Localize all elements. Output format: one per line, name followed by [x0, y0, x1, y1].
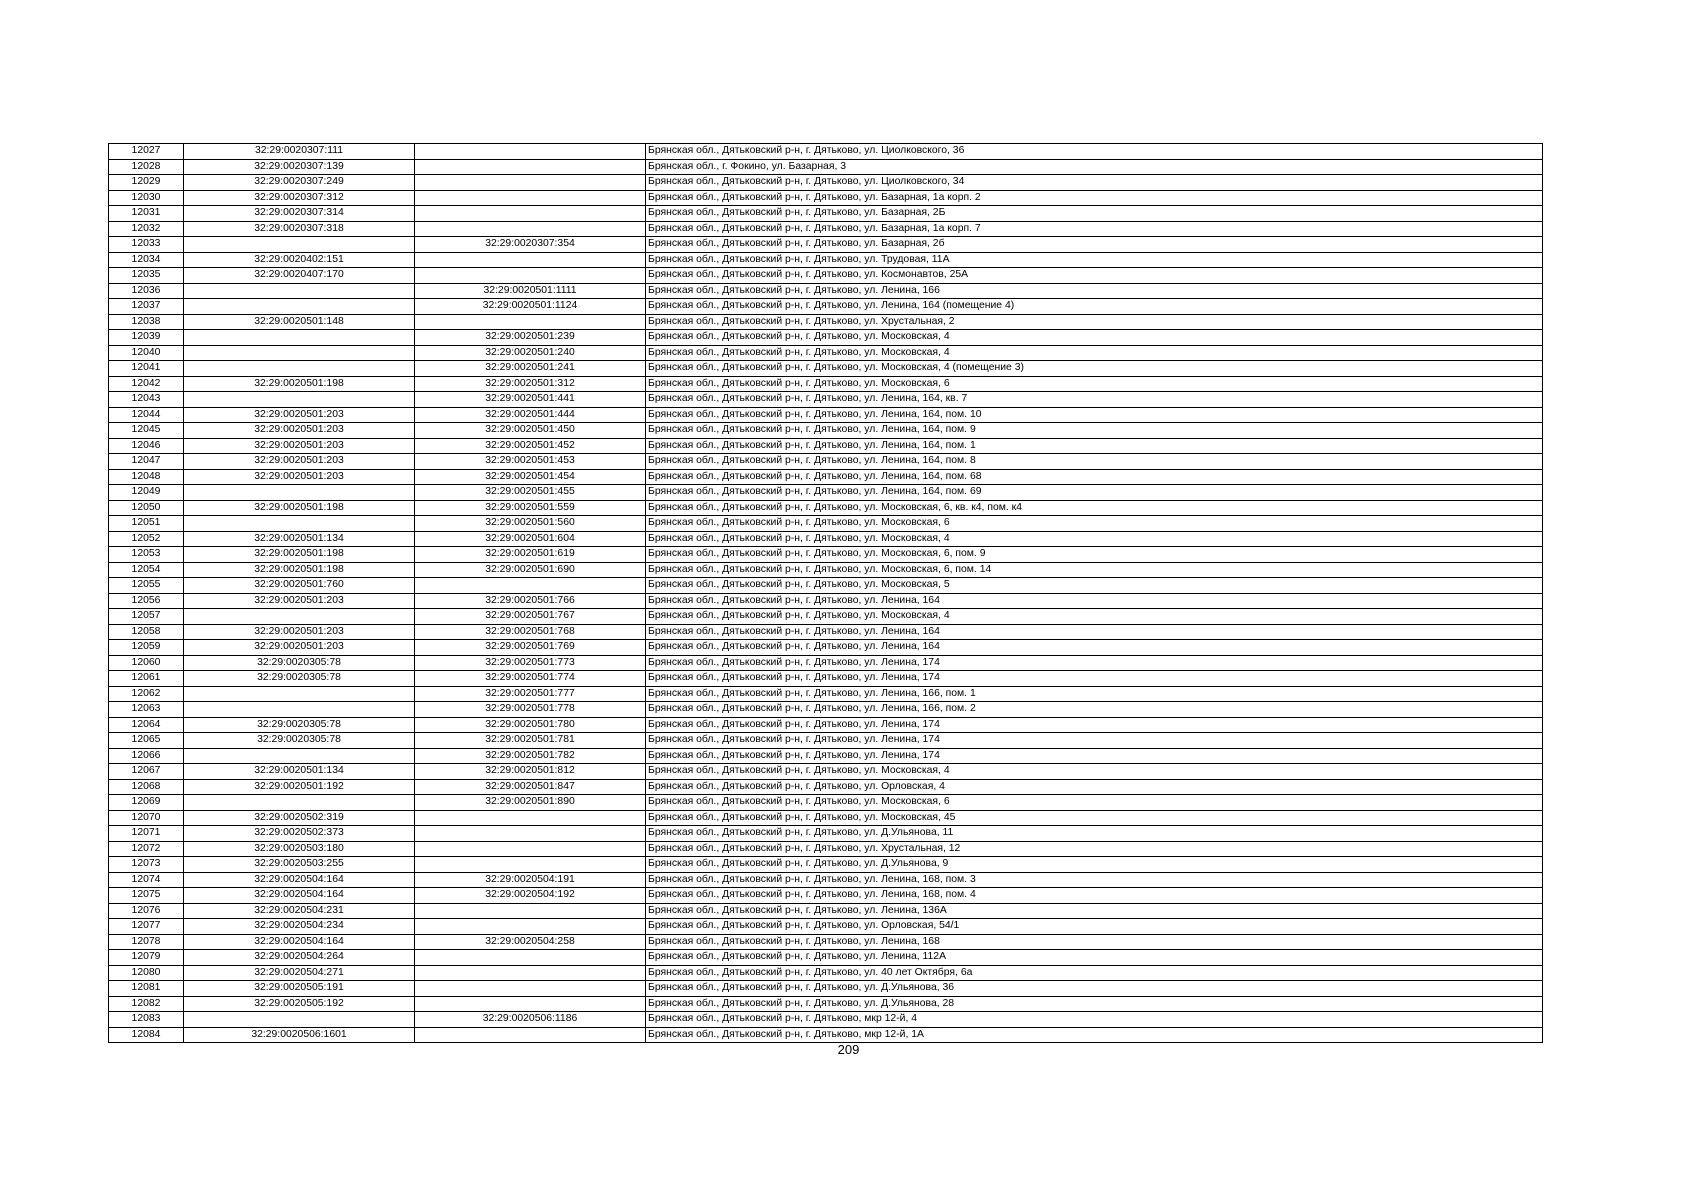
row-number-cell: 12058: [109, 624, 184, 640]
premises-cadastral-number-cell: 32:29:0020501:773: [415, 655, 646, 671]
row-number-cell: 12071: [109, 826, 184, 842]
table-row: [109, 330, 1543, 346]
cadastral-number-cell: 32:29:0020506:1601: [184, 1027, 415, 1043]
table-row: [109, 934, 1543, 950]
cadastral-number-cell: 32:29:0020501:203: [184, 469, 415, 485]
premises-cadastral-number-cell: 32:29:0020501:453: [415, 454, 646, 470]
premises-cadastral-number-cell: [415, 981, 646, 997]
address-cell: Брянская обл., Дятьковский р-н, г. Дятьково, ул. Базарная, 2б: [646, 237, 1543, 253]
address-cell: Брянская обл., Дятьковский р-н, г. Дятьково, ул. Ленина, 166, пом. 2: [646, 702, 1543, 718]
premises-cadastral-number-cell: 32:29:0020501:767: [415, 609, 646, 625]
premises-cadastral-number-cell: 32:29:0020501:560: [415, 516, 646, 532]
address-cell: Брянская обл., Дятьковский р-н, г. Дятьково, ул. Ленина, 164 (помещение 4): [646, 299, 1543, 315]
address-cell: Брянская обл., Дятьковский р-н, г. Дятьково, ул. Ленина, 164, пом. 1: [646, 438, 1543, 454]
cadastral-number-cell: 32:29:0020307:139: [184, 159, 415, 175]
table-row: [109, 593, 1543, 609]
row-number-cell: 12069: [109, 795, 184, 811]
premises-cadastral-number-cell: [415, 175, 646, 191]
page-number: 209: [837, 1042, 860, 1057]
table-row: [109, 779, 1543, 795]
row-number-cell: 12074: [109, 872, 184, 888]
premises-cadastral-number-cell: 32:29:0020501:450: [415, 423, 646, 439]
address-cell: Брянская обл., Дятьковский р-н, г. Дятьково, ул. Ленина, 166: [646, 283, 1543, 299]
address-cell: Брянская обл., Дятьковский р-н, г. Дятьково, ул. Трудовая, 11А: [646, 252, 1543, 268]
row-number-cell: 12064: [109, 717, 184, 733]
cadastral-number-cell: 32:29:0020504:271: [184, 965, 415, 981]
cadastral-number-cell: [184, 299, 415, 315]
table-row: [109, 144, 1543, 160]
cadastral-number-cell: 32:29:0020504:264: [184, 950, 415, 966]
address-cell: Брянская обл., Дятьковский р-н, г. Дятьково, ул. Московская, 6: [646, 795, 1543, 811]
premises-cadastral-number-cell: 32:29:0020501:452: [415, 438, 646, 454]
address-cell: Брянская обл., Дятьковский р-н, г. Дятьково, ул. Хрустальная, 12: [646, 841, 1543, 857]
address-cell: Брянская обл., Дятьковский р-н, г. Дятьково, ул. Ленина, 168, пом. 3: [646, 872, 1543, 888]
table-row: [109, 454, 1543, 470]
row-number-cell: 12056: [109, 593, 184, 609]
table-row: [109, 237, 1543, 253]
cadastral-number-cell: 32:29:0020501:203: [184, 423, 415, 439]
cadastral-number-cell: [184, 237, 415, 253]
address-cell: Брянская обл., Дятьковский р-н, г. Дятьково, ул. Ленина, 168: [646, 934, 1543, 950]
row-number-cell: 12072: [109, 841, 184, 857]
address-cell: Брянская обл., Дятьковский р-н, г. Дятьково, ул. Ленина, 112А: [646, 950, 1543, 966]
address-cell: Брянская обл., Дятьковский р-н, г. Дятьково, ул. Ленина, 164, пом. 8: [646, 454, 1543, 470]
row-number-cell: 12044: [109, 407, 184, 423]
premises-cadastral-number-cell: [415, 826, 646, 842]
row-number-cell: 12042: [109, 376, 184, 392]
cadastral-number-cell: 32:29:0020501:203: [184, 407, 415, 423]
address-cell: Брянская обл., Дятьковский р-н, г. Дятьково, ул. Циолковского, 34: [646, 175, 1543, 191]
cadastral-number-cell: 32:29:0020501:198: [184, 562, 415, 578]
cadastral-number-cell: 32:29:0020402:151: [184, 252, 415, 268]
premises-cadastral-number-cell: 32:29:0020501:781: [415, 733, 646, 749]
address-cell: Брянская обл., Дятьковский р-н, г. Дятьково, ул. Ленина, 164, пом. 10: [646, 407, 1543, 423]
address-cell: Брянская обл., Дятьковский р-н, г. Дятьково, ул. Московская, 5: [646, 578, 1543, 594]
table-row: [109, 686, 1543, 702]
table-row: [109, 1027, 1543, 1043]
row-number-cell: 12049: [109, 485, 184, 501]
premises-cadastral-number-cell: 32:29:0020501:812: [415, 764, 646, 780]
address-cell: Брянская обл., Дятьковский р-н, г. Дятьково, ул. Ленина, 164: [646, 640, 1543, 656]
premises-cadastral-number-cell: 32:29:0020501:1111: [415, 283, 646, 299]
address-cell: Брянская обл., Дятьковский р-н, г. Дятьково, ул. Ленина, 164, кв. 7: [646, 392, 1543, 408]
premises-cadastral-number-cell: [415, 857, 646, 873]
address-cell: Брянская обл., Дятьковский р-н, г. Дятьково, ул. Московская, 4: [646, 531, 1543, 547]
address-cell: Брянская обл., Дятьковский р-н, г. Дятьково, ул. Московская, 6: [646, 516, 1543, 532]
table-row: [109, 175, 1543, 191]
table-row: [109, 531, 1543, 547]
address-cell: Брянская обл., Дятьковский р-н, г. Дятьково, ул. Московская, 4: [646, 764, 1543, 780]
address-cell: Брянская обл., Дятьковский р-н, г. Дятьково, ул. Московская, 4: [646, 345, 1543, 361]
table-row: [109, 407, 1543, 423]
cadastral-number-cell: [184, 516, 415, 532]
premises-cadastral-number-cell: 32:29:0020307:354: [415, 237, 646, 253]
premises-cadastral-number-cell: 32:29:0020501:241: [415, 361, 646, 377]
address-cell: Брянская обл., Дятьковский р-н, г. Дятьково, ул. Московская, 45: [646, 810, 1543, 826]
registry-body: [109, 144, 1543, 1043]
address-cell: Брянская обл., Дятьковский р-н, г. Дятьково, ул. Ленина, 166, пом. 1: [646, 686, 1543, 702]
row-number-cell: 12046: [109, 438, 184, 454]
row-number-cell: 12063: [109, 702, 184, 718]
row-number-cell: 12082: [109, 996, 184, 1012]
table-row: [109, 469, 1543, 485]
row-number-cell: 12061: [109, 671, 184, 687]
premises-cadastral-number-cell: 32:29:0020501:604: [415, 531, 646, 547]
address-cell: Брянская обл., Дятьковский р-н, г. Дятьково, ул. Д.Ульянова, 11: [646, 826, 1543, 842]
address-cell: Брянская обл., Дятьковский р-н, г. Дятьково, ул. Ленина, 174: [646, 733, 1543, 749]
address-cell: Брянская обл., Дятьковский р-н, г. Дятьково, ул. Д.Ульянова, 36: [646, 981, 1543, 997]
premises-cadastral-number-cell: [415, 578, 646, 594]
premises-cadastral-number-cell: 32:29:0020501:619: [415, 547, 646, 563]
row-number-cell: 12079: [109, 950, 184, 966]
row-number-cell: 12033: [109, 237, 184, 253]
premises-cadastral-number-cell: 32:29:0020501:312: [415, 376, 646, 392]
cadastral-number-cell: 32:29:0020501:134: [184, 764, 415, 780]
table-row: [109, 268, 1543, 284]
cadastral-number-cell: 32:29:0020501:198: [184, 500, 415, 516]
row-number-cell: 12077: [109, 919, 184, 935]
table-row: [109, 795, 1543, 811]
table-row: [109, 903, 1543, 919]
table-row: [109, 609, 1543, 625]
address-cell: Брянская обл., Дятьковский р-н, г. Дятьково, ул. Московская, 4 (помещение 3): [646, 361, 1543, 377]
premises-cadastral-number-cell: 32:29:0020501:774: [415, 671, 646, 687]
cadastral-number-cell: [184, 330, 415, 346]
row-number-cell: 12059: [109, 640, 184, 656]
row-number-cell: 12051: [109, 516, 184, 532]
row-number-cell: 12057: [109, 609, 184, 625]
table-row: [109, 159, 1543, 175]
row-number-cell: 12047: [109, 454, 184, 470]
premises-cadastral-number-cell: [415, 950, 646, 966]
table-row: [109, 671, 1543, 687]
table-row: [109, 314, 1543, 330]
cadastral-number-cell: [184, 748, 415, 764]
row-number-cell: 12083: [109, 1012, 184, 1028]
premises-cadastral-number-cell: 32:29:0020501:778: [415, 702, 646, 718]
table-row: [109, 748, 1543, 764]
table-row: [109, 857, 1543, 873]
premises-cadastral-number-cell: [415, 919, 646, 935]
cadastral-number-cell: [184, 485, 415, 501]
premises-cadastral-number-cell: 32:29:0020501:454: [415, 469, 646, 485]
table-row: [109, 872, 1543, 888]
address-cell: Брянская обл., Дятьковский р-н, г. Дятьково, ул. Московская, 6: [646, 376, 1543, 392]
premises-cadastral-number-cell: [415, 221, 646, 237]
cadastral-number-cell: [184, 345, 415, 361]
table-row: [109, 392, 1543, 408]
table-row: [109, 702, 1543, 718]
address-cell: Брянская обл., Дятьковский р-н, г. Дятьково, ул. Ленина, 164: [646, 593, 1543, 609]
address-cell: Брянская обл., Дятьковский р-н, г. Дятьково, ул. Хрустальная, 2: [646, 314, 1543, 330]
table-row: [109, 841, 1543, 857]
table-row: [109, 888, 1543, 904]
premises-cadastral-number-cell: [415, 159, 646, 175]
row-number-cell: 12075: [109, 888, 184, 904]
table-row: [109, 562, 1543, 578]
premises-cadastral-number-cell: [415, 190, 646, 206]
cadastral-number-cell: 32:29:0020501:203: [184, 624, 415, 640]
premises-cadastral-number-cell: [415, 965, 646, 981]
row-number-cell: 12076: [109, 903, 184, 919]
cadastral-number-cell: [184, 702, 415, 718]
premises-cadastral-number-cell: 32:29:0020501:559: [415, 500, 646, 516]
row-number-cell: 12039: [109, 330, 184, 346]
premises-cadastral-number-cell: 32:29:0020501:441: [415, 392, 646, 408]
table-row: [109, 283, 1543, 299]
premises-cadastral-number-cell: [415, 252, 646, 268]
address-cell: Брянская обл., Дятьковский р-н, г. Дятьково, ул. Ленина, 168, пом. 4: [646, 888, 1543, 904]
row-number-cell: 12045: [109, 423, 184, 439]
premises-cadastral-number-cell: 32:29:0020501:782: [415, 748, 646, 764]
address-cell: Брянская обл., Дятьковский р-н, г. Дятьково, ул. Московская, 6, пом. 14: [646, 562, 1543, 578]
row-number-cell: 12073: [109, 857, 184, 873]
cadastral-number-cell: 32:29:0020505:191: [184, 981, 415, 997]
row-number-cell: 12067: [109, 764, 184, 780]
cadastral-number-cell: 32:29:0020504:164: [184, 872, 415, 888]
table-row: [109, 810, 1543, 826]
premises-cadastral-number-cell: 32:29:0020501:780: [415, 717, 646, 733]
address-cell: Брянская обл., Дятьковский р-н, г. Дятьково, ул. Базарная, 1а корп. 2: [646, 190, 1543, 206]
row-number-cell: 12030: [109, 190, 184, 206]
row-number-cell: 12028: [109, 159, 184, 175]
address-cell: Брянская обл., Дятьковский р-н, г. Дятьково, ул. Космонавтов, 25А: [646, 268, 1543, 284]
table-row: [109, 981, 1543, 997]
cadastral-number-cell: 32:29:0020305:78: [184, 733, 415, 749]
cadastral-number-cell: 32:29:0020307:314: [184, 206, 415, 222]
row-number-cell: 12068: [109, 779, 184, 795]
cadastral-number-cell: [184, 361, 415, 377]
cadastral-number-cell: 32:29:0020305:78: [184, 655, 415, 671]
row-number-cell: 12048: [109, 469, 184, 485]
table-row: [109, 578, 1543, 594]
row-number-cell: 12040: [109, 345, 184, 361]
table-row: [109, 438, 1543, 454]
address-cell: Брянская обл., Дятьковский р-н, г. Дятьково, ул. Ленина, 164: [646, 624, 1543, 640]
address-cell: Брянская обл., г. Фокино, ул. Базарная, 3: [646, 159, 1543, 175]
cadastral-number-cell: 32:29:0020307:318: [184, 221, 415, 237]
premises-cadastral-number-cell: [415, 1027, 646, 1043]
address-cell: Брянская обл., Дятьковский р-н, г. Дятьково, ул. Циолковского, 36: [646, 144, 1543, 160]
table-row: [109, 950, 1543, 966]
table-row: [109, 500, 1543, 516]
row-number-cell: 12066: [109, 748, 184, 764]
address-cell: Брянская обл., Дятьковский р-н, г. Дятьково, ул. Ленина, 164, пом. 9: [646, 423, 1543, 439]
cadastral-number-cell: 32:29:0020407:170: [184, 268, 415, 284]
address-cell: Брянская обл., Дятьковский р-н, г. Дятьково, мкр 12-й, 4: [646, 1012, 1543, 1028]
row-number-cell: 12054: [109, 562, 184, 578]
premises-cadastral-number-cell: [415, 841, 646, 857]
cadastral-number-cell: 32:29:0020501:192: [184, 779, 415, 795]
cadastral-number-cell: 32:29:0020307:249: [184, 175, 415, 191]
cadastral-number-cell: 32:29:0020501:198: [184, 547, 415, 563]
row-number-cell: 12065: [109, 733, 184, 749]
cadastral-number-cell: 32:29:0020505:192: [184, 996, 415, 1012]
table-row: [109, 190, 1543, 206]
table-row: [109, 221, 1543, 237]
premises-cadastral-number-cell: 32:29:0020501:769: [415, 640, 646, 656]
row-number-cell: 12029: [109, 175, 184, 191]
table-row: [109, 516, 1543, 532]
address-cell: Брянская обл., Дятьковский р-н, г. Дятьково, ул. Д.Ульянова, 9: [646, 857, 1543, 873]
row-number-cell: 12081: [109, 981, 184, 997]
cadastral-number-cell: 32:29:0020502:319: [184, 810, 415, 826]
cadastral-number-cell: 32:29:0020501:134: [184, 531, 415, 547]
address-cell: Брянская обл., Дятьковский р-н, г. Дятьково, ул. Ленина, 174: [646, 748, 1543, 764]
row-number-cell: 12055: [109, 578, 184, 594]
row-number-cell: 12035: [109, 268, 184, 284]
premises-cadastral-number-cell: [415, 144, 646, 160]
cadastral-number-cell: [184, 1012, 415, 1028]
address-cell: Брянская обл., Дятьковский р-н, г. Дятьково, ул. Московская, 4: [646, 609, 1543, 625]
table-row: [109, 423, 1543, 439]
cadastral-number-cell: 32:29:0020502:373: [184, 826, 415, 842]
cadastral-number-cell: 32:29:0020501:203: [184, 454, 415, 470]
premises-cadastral-number-cell: [415, 314, 646, 330]
address-cell: Брянская обл., Дятьковский р-н, г. Дятьково, ул. Ленина, 136А: [646, 903, 1543, 919]
table-row: [109, 965, 1543, 981]
row-number-cell: 12060: [109, 655, 184, 671]
premises-cadastral-number-cell: 32:29:0020501:455: [415, 485, 646, 501]
cadastral-number-cell: 32:29:0020501:203: [184, 640, 415, 656]
premises-cadastral-number-cell: 32:29:0020501:690: [415, 562, 646, 578]
registry-table: [108, 143, 1543, 1043]
row-number-cell: 12050: [109, 500, 184, 516]
address-cell: Брянская обл., Дятьковский р-н, г. Дятьково, ул. Московская, 6, пом. 9: [646, 547, 1543, 563]
row-number-cell: 12053: [109, 547, 184, 563]
address-cell: Брянская обл., Дятьковский р-н, г. Дятьково, ул. Базарная, 2Б: [646, 206, 1543, 222]
table-row: [109, 764, 1543, 780]
address-cell: Брянская обл., Дятьковский р-н, г. Дятьково, ул. Московская, 6, кв. к4, пом. к4: [646, 500, 1543, 516]
premises-cadastral-number-cell: [415, 903, 646, 919]
address-cell: Брянская обл., Дятьковский р-н, г. Дятьково, ул. Орловская, 4: [646, 779, 1543, 795]
table-row: [109, 655, 1543, 671]
cadastral-number-cell: 32:29:0020305:78: [184, 717, 415, 733]
row-number-cell: 12038: [109, 314, 184, 330]
cadastral-number-cell: 32:29:0020305:78: [184, 671, 415, 687]
cadastral-number-cell: [184, 392, 415, 408]
row-number-cell: 12032: [109, 221, 184, 237]
row-number-cell: 12062: [109, 686, 184, 702]
cadastral-number-cell: 32:29:0020307:312: [184, 190, 415, 206]
table-row: [109, 361, 1543, 377]
row-number-cell: 12037: [109, 299, 184, 315]
cadastral-number-cell: [184, 609, 415, 625]
address-cell: Брянская обл., Дятьковский р-н, г. Дятьково, ул. Ленина, 174: [646, 671, 1543, 687]
table-row: [109, 717, 1543, 733]
cadastral-number-cell: 32:29:0020503:180: [184, 841, 415, 857]
premises-cadastral-number-cell: [415, 996, 646, 1012]
cadastral-number-cell: 32:29:0020503:255: [184, 857, 415, 873]
cadastral-number-cell: 32:29:0020504:231: [184, 903, 415, 919]
table-row: [109, 624, 1543, 640]
cadastral-number-cell: 32:29:0020501:203: [184, 438, 415, 454]
premises-cadastral-number-cell: [415, 268, 646, 284]
row-number-cell: 12052: [109, 531, 184, 547]
cadastral-number-cell: 32:29:0020307:111: [184, 144, 415, 160]
cadastral-number-cell: 32:29:0020504:164: [184, 888, 415, 904]
address-cell: Брянская обл., Дятьковский р-н, г. Дятьково, ул. Ленина, 174: [646, 717, 1543, 733]
address-cell: Брянская обл., Дятьковский р-н, г. Дятьково, ул. Ленина, 164, пом. 68: [646, 469, 1543, 485]
address-cell: Брянская обл., Дятьковский р-н, г. Дятьково, ул. Базарная, 1а корп. 7: [646, 221, 1543, 237]
premises-cadastral-number-cell: 32:29:0020501:890: [415, 795, 646, 811]
premises-cadastral-number-cell: 32:29:0020501:766: [415, 593, 646, 609]
premises-cadastral-number-cell: 32:29:0020506:1186: [415, 1012, 646, 1028]
address-cell: Брянская обл., Дятьковский р-н, г. Дятьково, ул. Ленина, 164, пом. 69: [646, 485, 1543, 501]
address-cell: Брянская обл., Дятьковский р-н, г. Дятьково, ул. 40 лет Октября, 6а: [646, 965, 1543, 981]
table-row: [109, 206, 1543, 222]
table-row: [109, 640, 1543, 656]
premises-cadastral-number-cell: 32:29:0020504:258: [415, 934, 646, 950]
row-number-cell: 12034: [109, 252, 184, 268]
premises-cadastral-number-cell: 32:29:0020501:240: [415, 345, 646, 361]
premises-cadastral-number-cell: 32:29:0020501:239: [415, 330, 646, 346]
address-cell: Брянская обл., Дятьковский р-н, г. Дятьково, мкр 12-й, 1А: [646, 1027, 1543, 1043]
row-number-cell: 12036: [109, 283, 184, 299]
premises-cadastral-number-cell: [415, 810, 646, 826]
row-number-cell: 12084: [109, 1027, 184, 1043]
row-number-cell: 12027: [109, 144, 184, 160]
cadastral-number-cell: 32:29:0020504:164: [184, 934, 415, 950]
cadastral-number-cell: 32:29:0020504:234: [184, 919, 415, 935]
row-number-cell: 12031: [109, 206, 184, 222]
premises-cadastral-number-cell: 32:29:0020501:847: [415, 779, 646, 795]
cadastral-number-cell: 32:29:0020501:198: [184, 376, 415, 392]
table-row: [109, 826, 1543, 842]
table-row: [109, 996, 1543, 1012]
table-row: [109, 547, 1543, 563]
table-row: [109, 252, 1543, 268]
cadastral-number-cell: [184, 795, 415, 811]
premises-cadastral-number-cell: 32:29:0020501:444: [415, 407, 646, 423]
row-number-cell: 12080: [109, 965, 184, 981]
table-row: [109, 733, 1543, 749]
premises-cadastral-number-cell: 32:29:0020501:768: [415, 624, 646, 640]
table-row: [109, 1012, 1543, 1028]
address-cell: Брянская обл., Дятьковский р-н, г. Дятьково, ул. Московская, 4: [646, 330, 1543, 346]
row-number-cell: 12078: [109, 934, 184, 950]
table-row: [109, 919, 1543, 935]
premises-cadastral-number-cell: 32:29:0020504:191: [415, 872, 646, 888]
row-number-cell: 12041: [109, 361, 184, 377]
row-number-cell: 12070: [109, 810, 184, 826]
premises-cadastral-number-cell: 32:29:0020501:1124: [415, 299, 646, 315]
table-row: [109, 299, 1543, 315]
table-row: [109, 485, 1543, 501]
cadastral-number-cell: 32:29:0020501:148: [184, 314, 415, 330]
table-row: [109, 345, 1543, 361]
premises-cadastral-number-cell: [415, 206, 646, 222]
address-cell: Брянская обл., Дятьковский р-н, г. Дятьково, ул. Орловская, 54/1: [646, 919, 1543, 935]
cadastral-number-cell: 32:29:0020501:203: [184, 593, 415, 609]
row-number-cell: 12043: [109, 392, 184, 408]
address-cell: Брянская обл., Дятьковский р-н, г. Дятьково, ул. Ленина, 174: [646, 655, 1543, 671]
table-row: [109, 376, 1543, 392]
premises-cadastral-number-cell: 32:29:0020504:192: [415, 888, 646, 904]
cadastral-number-cell: [184, 283, 415, 299]
address-cell: Брянская обл., Дятьковский р-н, г. Дятьково, ул. Д.Ульянова, 28: [646, 996, 1543, 1012]
cadastral-number-cell: [184, 686, 415, 702]
cadastral-number-cell: 32:29:0020501:760: [184, 578, 415, 594]
premises-cadastral-number-cell: 32:29:0020501:777: [415, 686, 646, 702]
